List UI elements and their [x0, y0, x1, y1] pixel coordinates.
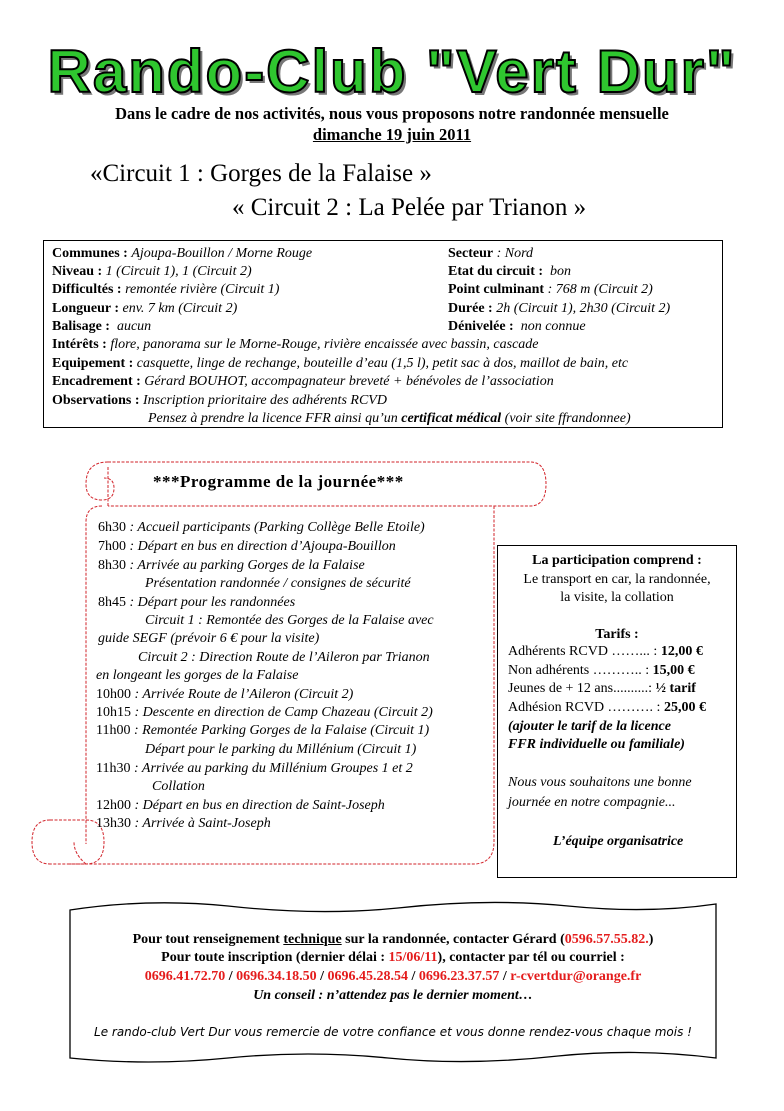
programme-line — [96, 667, 298, 685]
tarif-row — [508, 643, 703, 661]
observations-row — [52, 392, 387, 410]
programme-text: : Accueil participants (Parking Collège Belle Etoile) — [129, 520, 425, 535]
circuit-2-title: « Circuit 2 : La Pelée par Trianon » — [232, 194, 587, 221]
intro-text: Dans le cadre de nos activités, nous vous proposons notre randonnée mensuelle — [115, 104, 669, 123]
contact-line-2-end: ), contacter par tél ou courriel : — [437, 950, 625, 965]
encadrement-value: Gérard BOUHOT, accompagnateur breveté + bénévoles de l’association — [144, 374, 554, 389]
thanks-line: Le rando-club Vert Dur vous remercie de votre confiance et vous donne rendez-vous chaque mois ! — [94, 1025, 692, 1039]
niveau-label: Niveau : — [52, 264, 103, 279]
phone-list — [68, 968, 718, 986]
programme-text: : Départ en bus en direction de Saint-Joseph — [134, 798, 385, 813]
licence-note-1: (ajouter le tarif de la licence — [508, 719, 671, 734]
point-culminant-label: Point culminant — [448, 282, 545, 297]
programme-line — [145, 575, 411, 593]
tarif-price: 12,00 € — [660, 644, 703, 659]
tarifs-heading: Tarifs : — [595, 627, 639, 642]
programme-text: : Arrivée au parking Gorges de la Falaise — [129, 558, 365, 573]
phone-3: 0696.45.28.54 — [327, 969, 408, 984]
interets-value: flore, panorama sur le Morne-Rouge, rivière encaissée avec bassin, cascade — [110, 337, 539, 352]
programme-text: : Descente en direction de Camp Chazeau (Circuit 2) — [134, 705, 433, 720]
club-title: Rando-Club "Vert Dur" — [47, 38, 737, 105]
interets-label: Intérêts : — [52, 337, 107, 352]
contact-line-1 — [68, 931, 718, 949]
secteur-row — [448, 245, 533, 263]
programme-line — [96, 815, 271, 833]
programme-time: 6h30 — [98, 520, 126, 535]
balisage-value: aucun — [116, 319, 152, 334]
observations-value: Inscription prioritaire des adhérents RCVD — [143, 393, 387, 408]
programme-text: Circuit 2 : Direction Route de l’Aileron par Trianon — [138, 650, 430, 665]
programme-time: 13h30 — [96, 816, 131, 831]
advice-line: Un conseil : n’attendez pas le dernier moment… — [253, 988, 533, 1003]
programme-text: Circuit 1 : Remontée des Gorges de la Falaise avec — [145, 613, 434, 628]
equipement-row — [52, 355, 628, 373]
interets-row — [52, 336, 539, 354]
equipement-value: casquette, linge de rechange, bouteille d’eau (1,5 l), petit sac à dos, maillot de bain, etc — [136, 356, 629, 371]
programme-line — [96, 704, 433, 722]
difficultes-row — [52, 281, 279, 299]
denivelee-row — [448, 318, 586, 336]
programme-line — [96, 760, 413, 778]
programme-text: : Départ pour les randonnées — [129, 595, 296, 610]
balisage-row — [52, 318, 151, 336]
tarif-label: Adhésion RCVD ………. : — [508, 700, 661, 715]
tarif-row — [508, 662, 695, 680]
contact-line-2-text: Pour toute inscription (dernier délai : — [161, 950, 386, 965]
programme-time: 10h15 — [96, 705, 131, 720]
contact-line-1-mid: sur la randonnée, contacter Gérard ( — [345, 932, 565, 947]
programme-line — [96, 797, 385, 815]
wish-line-2: journée en notre compagnie... — [508, 795, 676, 810]
denivelee-label: Dénivelée : — [448, 319, 514, 334]
tarif-row — [508, 680, 696, 698]
programme-text: Présentation randonnée / consignes de sécurité — [145, 576, 411, 591]
niveau-row — [52, 263, 252, 281]
programme-text: Collation — [152, 779, 205, 794]
equipement-label: Equipement : — [52, 356, 134, 371]
programme-text: : Arrivée Route de l’Aileron (Circuit 2) — [134, 687, 354, 702]
separator: / — [225, 969, 237, 984]
denivelee-value: non connue — [520, 319, 586, 334]
programme-line — [98, 557, 365, 575]
gerard-phone: 0596.57.55.82. — [564, 932, 649, 947]
programme-time: 11h30 — [96, 761, 131, 776]
tarif-price: 25,00 € — [663, 700, 706, 715]
secteur-value: : Nord — [496, 246, 534, 261]
point-culminant-row — [448, 281, 653, 299]
event-date-text: dimanche 19 juin 2011 — [312, 125, 472, 144]
programme-time: 11h00 — [96, 723, 131, 738]
difficultes-value: remontée rivière (Circuit 1) — [125, 282, 280, 297]
programme-line — [98, 594, 295, 612]
contact-line-2 — [68, 949, 718, 967]
etat-row — [448, 263, 571, 281]
etat-label: Etat du circuit : — [448, 264, 544, 279]
tarif-row — [508, 699, 706, 717]
duree-label: Durée : — [448, 301, 493, 316]
programme-line — [98, 630, 319, 648]
longueur-row — [52, 300, 237, 318]
participation-line-1: Le transport en car, la randonnée, — [523, 572, 711, 587]
contact-line-1-text: Pour tout renseignement — [132, 932, 280, 947]
difficultes-label: Difficultés : — [52, 282, 122, 297]
tarif-label: Adhérents RCVD ……... : — [508, 644, 658, 659]
programme-line — [138, 649, 430, 667]
circuit-1-title: «Circuit 1 : Gorges de la Falaise » — [90, 160, 432, 187]
certificat-medical-text: certificat médical — [401, 411, 502, 426]
programme-text: : Remontée Parking Gorges de la Falaise (Circuit 1) — [133, 723, 430, 738]
event-date — [0, 125, 784, 145]
technique-word: technique — [283, 932, 342, 947]
tarif-price: 15,00 € — [652, 663, 695, 678]
communes-row — [52, 245, 312, 263]
encadrement-label: Encadrement : — [52, 374, 141, 389]
licence-text: Pensez à prendre la licence FFR ainsi qu’un — [148, 411, 398, 426]
duree-value: 2h (Circuit 1), 2h30 (Circuit 2) — [496, 301, 671, 316]
programme-title: ***Programme de la journée*** — [153, 472, 404, 491]
communes-label: Communes : — [52, 246, 128, 261]
licence-row — [148, 410, 631, 428]
programme-line — [145, 612, 434, 630]
programme-time: 8h30 — [98, 558, 126, 573]
longueur-value: env. 7 km (Circuit 2) — [122, 301, 238, 316]
programme-line — [96, 722, 429, 740]
secteur-label: Secteur — [448, 246, 494, 261]
programme-line — [98, 519, 425, 537]
niveau-value: 1 (Circuit 1), 1 (Circuit 2) — [105, 264, 252, 279]
programme-text: Départ pour le parking du Millénium (Circuit 1) — [145, 742, 417, 757]
phone-1: 0696.41.72.70 — [144, 969, 226, 984]
wish-line-1: Nous vous souhaitons une bonne — [508, 775, 692, 790]
programme-line — [96, 686, 353, 704]
programme-text: : Départ en bus en direction d’Ajoupa-Bouillon — [129, 539, 396, 554]
longueur-label: Longueur : — [52, 301, 120, 316]
programme-text: : Arrivée au parking du Millénium Groupes 1 et 2 — [133, 761, 413, 776]
tarif-price: ½ tarif — [655, 681, 696, 696]
phone-4: 0696.23.37.57 — [418, 969, 500, 984]
observations-label: Observations : — [52, 393, 140, 408]
communes-value: Ajoupa-Bouillon / Morne Rouge — [131, 246, 313, 261]
programme-text: en longeant les gorges de la Falaise — [96, 668, 299, 683]
licence-site-text: (voir site ffrandonnee) — [504, 411, 631, 426]
programme-time: 10h00 — [96, 687, 131, 702]
programme-text: : Arrivée à Saint-Joseph — [134, 816, 271, 831]
programme-time: 7h00 — [98, 539, 126, 554]
team-signature: L’équipe organisatrice — [553, 834, 684, 849]
programme-line — [145, 741, 416, 759]
email-link[interactable]: r-cvertdur@orange.fr — [510, 969, 642, 984]
point-culminant-value: : 768 m (Circuit 2) — [547, 282, 653, 297]
participation-heading: La participation comprend : — [532, 553, 702, 568]
participation-line-2: la visite, la collation — [560, 590, 674, 605]
contact-line-1-end: ) — [648, 932, 654, 947]
separator: / — [499, 969, 511, 984]
encadrement-row — [52, 373, 554, 391]
programme-line — [98, 538, 396, 556]
duree-row — [448, 300, 670, 318]
balisage-label: Balisage : — [52, 319, 110, 334]
tarif-label: Non adhérents ……….. : — [508, 663, 650, 678]
separator: / — [316, 969, 328, 984]
etat-value: bon — [550, 264, 572, 279]
separator: / — [407, 969, 419, 984]
programme-time: 12h00 — [96, 798, 131, 813]
programme-text: guide SEGF (prévoir 6 € pour la visite) — [98, 631, 320, 646]
licence-note-2: FFR individuelle ou familiale) — [508, 737, 685, 752]
deadline-date: 15/06/11 — [388, 950, 438, 965]
phone-2: 0696.34.18.50 — [236, 969, 317, 984]
programme-line — [152, 778, 205, 796]
programme-time: 8h45 — [98, 595, 126, 610]
tarif-label: Jeunes de + 12 ans..........: — [508, 681, 652, 696]
